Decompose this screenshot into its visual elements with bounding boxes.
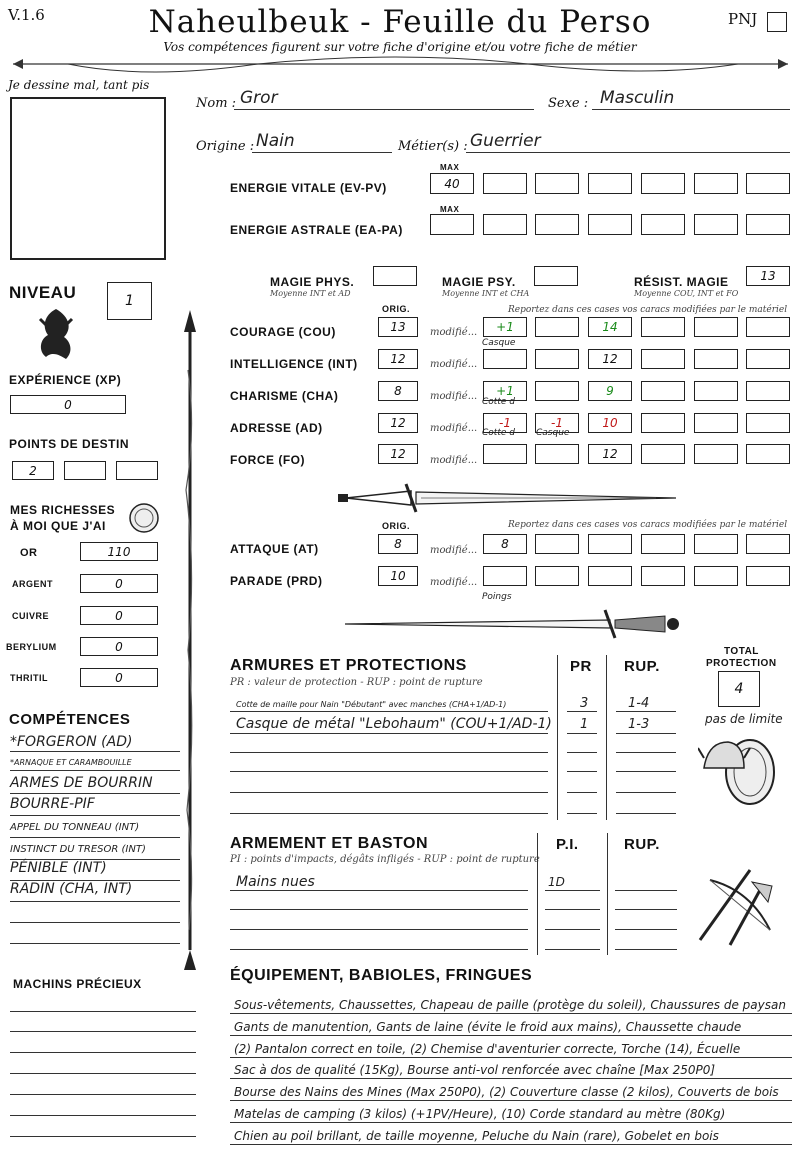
resist-magie-box[interactable]: 13 [746, 266, 790, 286]
decorative-flourish [8, 54, 792, 76]
sheet-subtitle: Vos compétences figurent sur votre fiche d'origine et/ou votre fiche de métier [163, 40, 637, 54]
total-label: TOTAL [724, 646, 759, 657]
niveau-label: NIVEAU [9, 283, 77, 302]
stat-mod1-cha[interactable]: +1 [483, 381, 527, 401]
ev-box[interactable] [641, 173, 685, 194]
stat-orig-int[interactable]: 12 [378, 349, 418, 369]
modif-label: modifié... [430, 391, 478, 402]
at-box[interactable] [746, 534, 790, 554]
report-note: Reportez dans ces cases vos caracs modifiées par le matériel [508, 305, 788, 315]
origine-value[interactable]: Nain [256, 131, 295, 151]
ev-max-box[interactable]: 40 [430, 173, 474, 194]
stat-box[interactable] [746, 444, 790, 464]
stat-box[interactable] [641, 413, 685, 433]
stat-box[interactable] [746, 317, 790, 337]
ea-box[interactable] [694, 214, 738, 235]
stat-box[interactable] [694, 317, 738, 337]
stat-mod1-fo[interactable] [483, 444, 527, 464]
equipement-line[interactable]: Gants de manutention, Gants de laine (évite le froid aux mains), Chaussette chaude [234, 1020, 742, 1034]
sheet-title: Naheulbeuk - Feuille du Perso [148, 4, 652, 40]
magie-phys-note: Moyenne INT et AD [270, 289, 351, 298]
modif-label: modifié... [430, 545, 478, 556]
armure-rup[interactable]: 1-3 [628, 717, 650, 732]
arme-pi[interactable]: 1D [548, 875, 565, 889]
stat-box[interactable] [641, 444, 685, 464]
stat-orig-cou[interactable]: 13 [378, 317, 418, 337]
richesses-label: MES RICHESSES [10, 503, 116, 517]
magie-phys-box[interactable] [373, 266, 417, 286]
stat-mod1-ad[interactable]: -1 [483, 413, 527, 433]
metier-label: Métier(s) : [398, 139, 468, 154]
prd-box[interactable] [588, 566, 632, 586]
competences-label: COMPÉTENCES [9, 711, 131, 728]
at-box[interactable] [641, 534, 685, 554]
competence-item[interactable]: PÉNIBLE (INT) [10, 860, 107, 876]
money-label-cuivre: CUIVRE [12, 611, 50, 621]
ea-label: ENERGIE ASTRALE (EA-PA) [230, 223, 403, 237]
money-thritil[interactable]: 0 [80, 668, 158, 687]
destin-label: POINTS DE DESTIN [9, 437, 130, 451]
spear-illustration [178, 310, 202, 974]
stat-mod2-cou[interactable] [535, 317, 579, 337]
equipement-line[interactable]: Sac à dos de qualité (15Kg), Bourse anti-vol renforcée avec chaîne [Max 250P0] [234, 1063, 716, 1077]
equipement-line[interactable]: (2) Pantalon correct en toile, (2) Chemise d'aventurier correcte, Torche (14), Écuelle [234, 1042, 741, 1056]
at-box[interactable] [694, 534, 738, 554]
stat-mod3-cou[interactable]: 14 [588, 317, 632, 337]
orig-label: ORIG. [382, 304, 411, 314]
ea-box[interactable] [483, 214, 527, 235]
destin-box[interactable]: 2 [12, 461, 54, 480]
stat-box[interactable] [694, 349, 738, 369]
stat-mod3-cha[interactable]: 9 [588, 381, 632, 401]
competence-item[interactable]: INSTINCT DU TRESOR (INT) [10, 844, 146, 855]
sexe-value[interactable]: Masculin [600, 88, 675, 108]
stat-mod2-cha[interactable] [535, 381, 579, 401]
competence-item[interactable]: ARMES DE BOURRIN [10, 775, 153, 791]
armement-note: PI : points d'impacts, dégâts infligés - RUP : point de rupture [230, 854, 540, 865]
at-orig[interactable]: 8 [378, 534, 418, 554]
stat-label-cou: COURAGE (COU) [230, 325, 336, 339]
prd-mod1[interactable] [483, 566, 527, 586]
money-argent[interactable]: 0 [80, 574, 158, 593]
magie-psy-box[interactable] [534, 266, 578, 286]
stat-note2-ad: Casque [536, 428, 570, 438]
stat-mod3-ad[interactable]: 10 [588, 413, 632, 433]
stat-box[interactable] [746, 381, 790, 401]
ev-label: ENERGIE VITALE (EV-PV) [230, 181, 387, 195]
magie-psy-note: Moyenne INT et CHA [442, 289, 530, 298]
stat-box[interactable] [746, 349, 790, 369]
armure-name[interactable]: Cotte de maille pour Nain "Débutant" avec manches (CHA+1/AD-1) [236, 700, 507, 709]
ea-max-label: MAX [440, 205, 460, 214]
pnj-label: PNJ [728, 10, 758, 28]
destin-box[interactable] [116, 461, 158, 480]
money-berylium[interactable]: 0 [80, 637, 158, 656]
stat-orig-fo[interactable]: 12 [378, 444, 418, 464]
richesses-label-2: À MOI QUE J'AI [10, 519, 106, 533]
ev-box[interactable] [694, 173, 738, 194]
resist-magie-note: Moyenne COU, INT et FO [634, 289, 739, 298]
pr-header: PR [570, 658, 592, 675]
origine-label: Origine : [196, 139, 255, 154]
prd-box[interactable] [535, 566, 579, 586]
armure-pr[interactable]: 3 [580, 696, 589, 711]
ev-box[interactable] [535, 173, 579, 194]
stat-note-cha: Cotte d [482, 397, 515, 407]
stat-mod2-int[interactable] [535, 349, 579, 369]
prd-box[interactable] [641, 566, 685, 586]
nom-value[interactable]: Gror [240, 88, 278, 108]
armure-pr[interactable]: 1 [580, 717, 589, 732]
ev-box[interactable] [483, 173, 527, 194]
stat-box[interactable] [641, 317, 685, 337]
pas-de-limite: pas de limite [705, 712, 783, 726]
stat-note-ad: Cotte d [482, 428, 515, 438]
version-label: V.1.6 [8, 6, 45, 24]
ea-box[interactable] [641, 214, 685, 235]
machins-label: MACHINS PRÉCIEUX [13, 977, 142, 991]
equipement-line[interactable]: Matelas de camping (3 kilos) (+1PV/Heure), (10) Corde standard au mètre (80Kg) [234, 1107, 726, 1121]
helmet-shield-icon [698, 728, 778, 808]
stat-box[interactable] [641, 381, 685, 401]
money-label-argent: ARGENT [12, 579, 53, 589]
stat-orig-ad[interactable]: 12 [378, 413, 418, 433]
coin-icon [128, 502, 160, 534]
prd-orig[interactable]: 10 [378, 566, 418, 586]
at-box[interactable] [535, 534, 579, 554]
competence-item[interactable]: *FORGERON (AD) [10, 734, 133, 750]
dragon-icon [34, 305, 78, 363]
portrait-caption: Je dessine mal, tant pis [8, 78, 150, 92]
money-label-thritil: THRITIL [10, 673, 48, 683]
money-or[interactable]: 110 [80, 542, 158, 561]
armement-title: ARMEMENT ET BASTON [230, 835, 429, 852]
stat-mod3-fo[interactable]: 12 [588, 444, 632, 464]
stat-note-cou: Casque [482, 338, 516, 348]
destin-box[interactable] [64, 461, 106, 480]
magie-psy-label: MAGIE PSY. [442, 275, 516, 289]
xp-box[interactable]: 0 [10, 395, 126, 414]
total-protection-box[interactable]: 4 [718, 671, 760, 707]
stat-mod2-ad[interactable]: -1 [535, 413, 579, 433]
equipement-line[interactable]: Sous-vêtements, Chaussettes, Chapeau de paille (protège du soleil), Chaussures de paysan [234, 998, 786, 1012]
xp-label: EXPÉRIENCE (XP) [9, 373, 122, 387]
report-note-combat: Reportez dans ces cases vos caracs modifiées par le matériel [508, 520, 788, 530]
modif-label: modifié... [430, 423, 478, 434]
at-box[interactable] [588, 534, 632, 554]
ea-box[interactable] [535, 214, 579, 235]
modif-label: modifié... [430, 577, 478, 588]
equipement-line[interactable]: Chien au poil brillant, de taille moyenne, Peluche du Nain (rare), Gobelet en bois [234, 1129, 719, 1143]
portrait-box[interactable] [10, 97, 166, 260]
stat-label-int: INTELLIGENCE (INT) [230, 357, 358, 371]
ea-box[interactable] [588, 214, 632, 235]
stat-box[interactable] [694, 444, 738, 464]
niveau-box[interactable]: 1 [107, 282, 152, 320]
sexe-label: Sexe : [548, 96, 589, 111]
prd-note: Poings [482, 592, 512, 602]
competence-item[interactable]: RADIN (CHA, INT) [10, 881, 133, 897]
armures-title: ARMURES ET PROTECTIONS [230, 657, 467, 674]
stat-label-cha: CHARISME (CHA) [230, 389, 339, 403]
stat-box[interactable] [694, 381, 738, 401]
competence-item[interactable]: APPEL DU TONNEAU (INT) [10, 822, 140, 833]
stat-box[interactable] [641, 349, 685, 369]
ev-max-label: MAX [440, 163, 460, 172]
prd-box[interactable] [746, 566, 790, 586]
magie-phys-label: MAGIE PHYS. [270, 275, 355, 289]
arme-name[interactable]: Mains nues [236, 874, 315, 890]
prd-box[interactable] [694, 566, 738, 586]
at-mod1[interactable]: 8 [483, 534, 527, 554]
ev-box[interactable] [588, 173, 632, 194]
sword-illustration [336, 478, 686, 518]
pnj-checkbox[interactable] [767, 12, 787, 32]
modif-label: modifié... [430, 359, 478, 370]
stat-mod1-cou[interactable]: +1 [483, 317, 527, 337]
weapons-icon [690, 860, 780, 950]
competence-item[interactable]: *ARNAQUE ET CARAMBOUILLE [10, 758, 132, 767]
armure-name[interactable]: Casque de métal "Lebohaum" (COU+1/AD-1) [236, 716, 552, 732]
modif-label: modifié... [430, 327, 478, 338]
stat-label-ad: ADRESSE (AD) [230, 421, 323, 435]
prd-label: PARADE (PRD) [230, 574, 323, 588]
total-label-2: PROTECTION [706, 658, 777, 669]
metier-value[interactable]: Guerrier [470, 131, 541, 151]
resist-magie-label: RÉSIST. MAGIE [634, 275, 729, 289]
ev-box[interactable] [746, 173, 790, 194]
nom-label: Nom : [196, 96, 237, 111]
stat-mod3-int[interactable]: 12 [588, 349, 632, 369]
stat-box[interactable] [694, 413, 738, 433]
money-cuivre[interactable]: 0 [80, 606, 158, 625]
modif-label: modifié... [430, 455, 478, 466]
stat-label-fo: FORCE (FO) [230, 453, 305, 467]
at-label: ATTAQUE (AT) [230, 542, 319, 556]
armures-note: PR : valeur de protection - RUP : point de rupture [230, 677, 483, 688]
competence-item[interactable]: BOURRE-PIF [10, 796, 95, 812]
armure-rup[interactable]: 1-4 [628, 696, 650, 711]
stat-mod1-int[interactable] [483, 349, 527, 369]
equipement-line[interactable]: Bourse des Nains des Mines (Max 250P0), (2) Couverture classe (2 kilos), Couverts de bois [234, 1085, 779, 1099]
orig-label-combat: ORIG. [382, 521, 411, 531]
sword-illustration [340, 606, 685, 642]
stat-mod2-fo[interactable] [535, 444, 579, 464]
ea-box[interactable] [746, 214, 790, 235]
equipement-title: ÉQUIPEMENT, BABIOLES, FRINGUES [230, 967, 533, 984]
ea-max-box[interactable] [430, 214, 474, 235]
stat-box[interactable] [746, 413, 790, 433]
pi-header: P.I. [556, 836, 579, 853]
stat-orig-cha[interactable]: 8 [378, 381, 418, 401]
money-label-berylium: BERYLIUM [6, 642, 57, 652]
rup-header: RUP. [624, 658, 660, 675]
money-label-or: OR [20, 547, 38, 559]
rup-header-arm: RUP. [624, 836, 660, 853]
